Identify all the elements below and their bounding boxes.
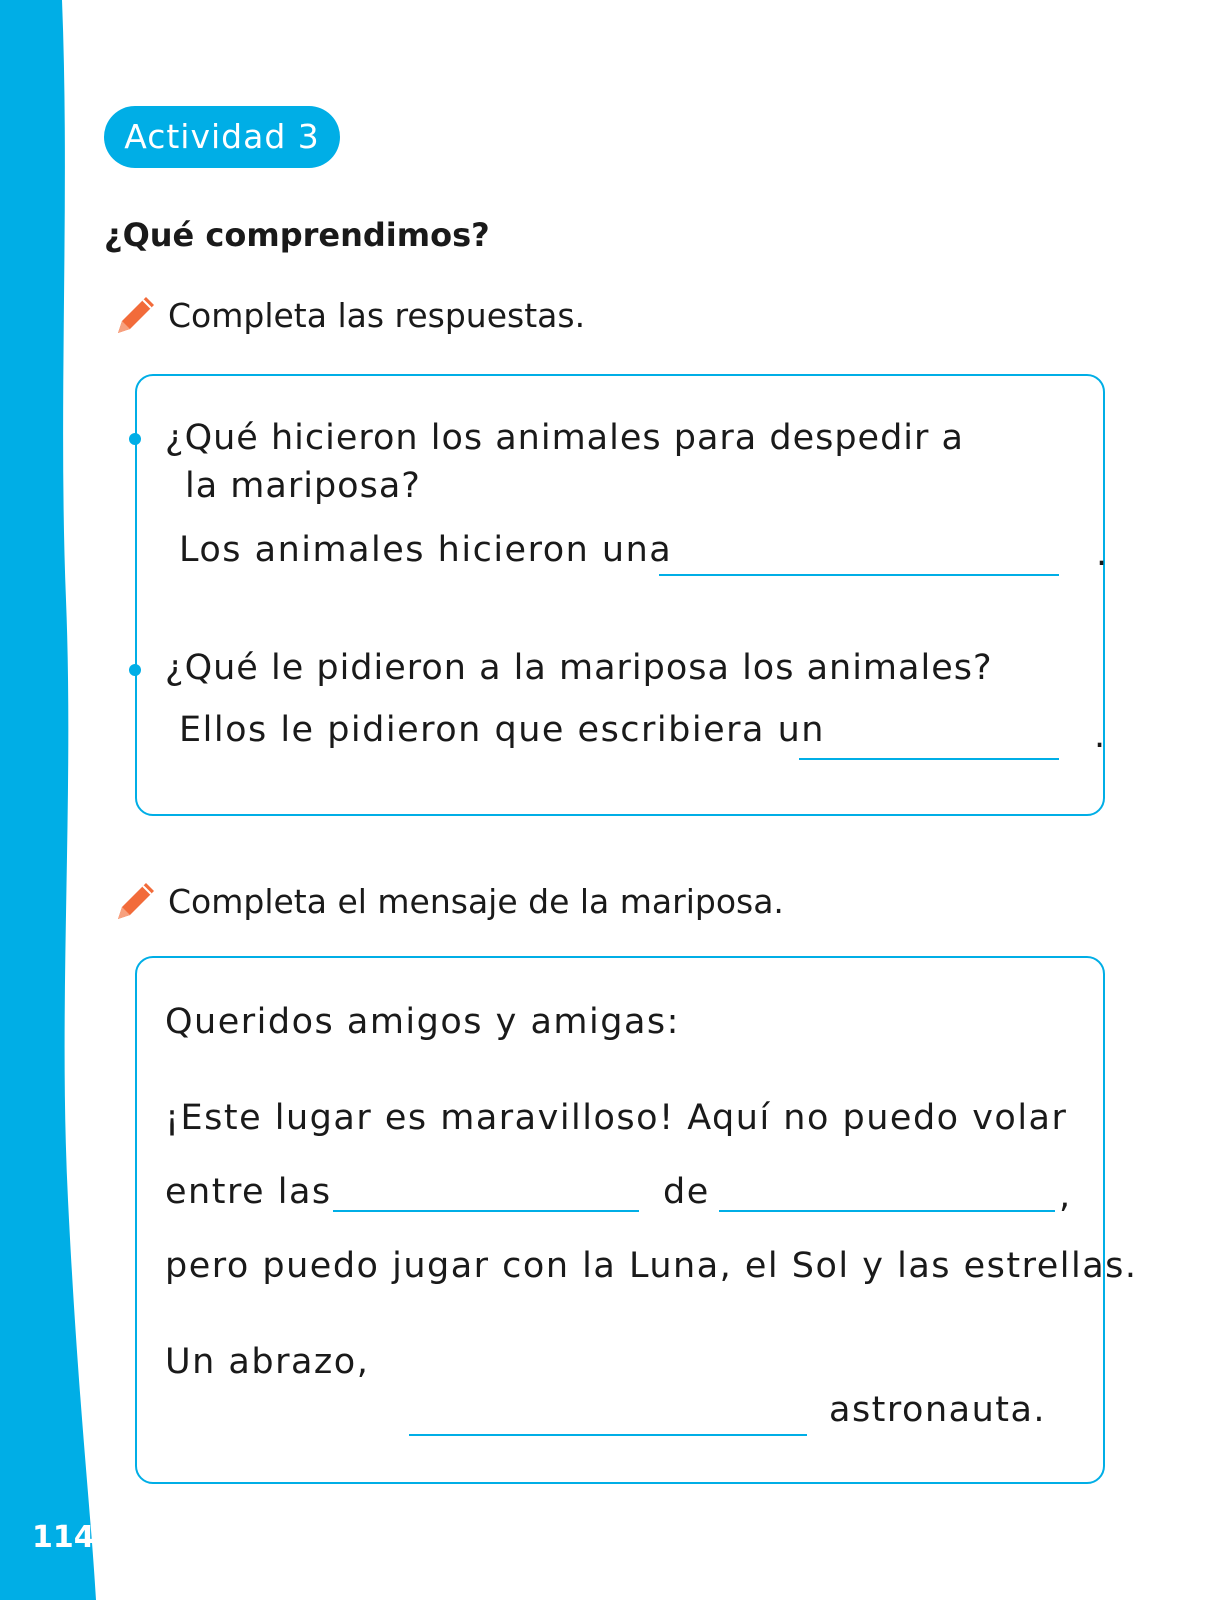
question-1-line-1: ¿Qué hicieron los animales para despedir a [165,418,964,458]
message-box [135,956,1138,1484]
question-1-line-2: la mariposa? [185,466,421,506]
answer-2-blank[interactable] [799,758,1059,760]
instruction-complete-answers [114,290,585,340]
section-heading: ¿Qué comprendimos? [104,216,490,254]
bullet [129,433,141,445]
answer-1-period: . [1096,534,1108,574]
question-2: ¿Qué le pidieron a la mariposa los animales? [165,648,993,688]
page-number: 114 [32,1520,95,1555]
message-blank-2[interactable] [719,1210,1055,1212]
message-line-1: ¡Este lugar es maravilloso! Aquí no puedo volar [165,1098,1068,1138]
message-closing: Un abrazo, [165,1342,370,1382]
message-greeting: Queridos amigos y amigas: [165,1002,680,1042]
answer-2-prefix: Ellos le pidieron que escribiera un [179,710,825,750]
question-1 [165,414,964,510]
activity-badge: Actividad 3 [104,106,340,168]
pencil-icon [114,293,158,337]
answer-1-blank[interactable] [659,574,1059,576]
pencil-icon [114,879,158,923]
side-band [0,0,110,1600]
signature-suffix: astronauta. [829,1390,1047,1430]
message-line-3: pero puedo jugar con la Luna, el Sol y las estrellas. [165,1246,1138,1286]
instruction-text: Completa el mensaje de la mariposa. [168,881,784,921]
bullet [129,664,141,676]
instruction-text: Completa las respuestas. [168,295,586,335]
message-line-2-start: entre las [165,1172,332,1212]
message-line-2-mid: de [663,1172,710,1212]
signature-blank[interactable] [409,1434,807,1436]
instruction-complete-message [114,876,784,926]
answers-box [135,374,1108,816]
answer-1-prefix: Los animales hicieron una [179,530,673,570]
message-comma: , [1059,1176,1071,1216]
answer-2-period: . [1094,716,1106,756]
message-blank-1[interactable] [333,1210,639,1212]
